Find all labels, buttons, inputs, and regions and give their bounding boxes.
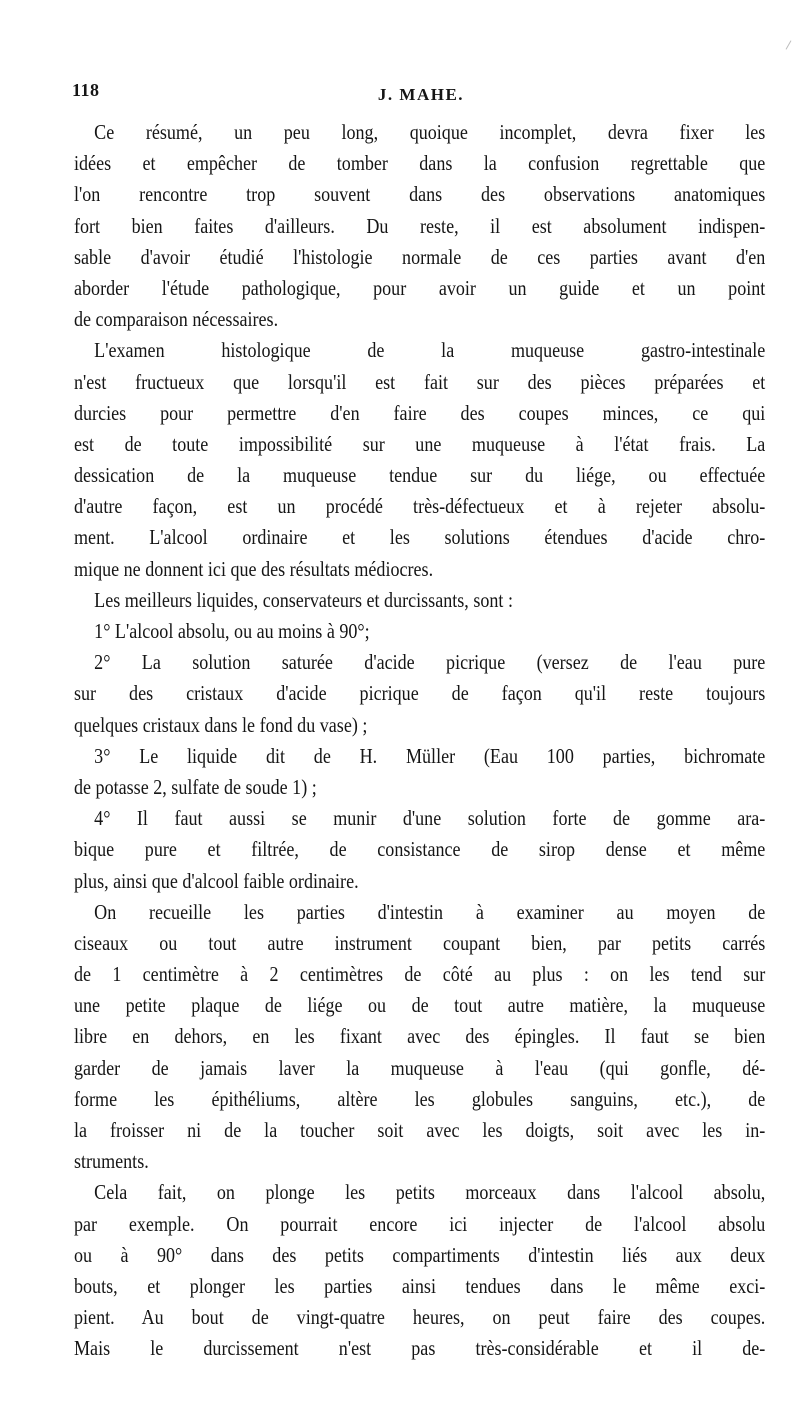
text-line: durcies pour permettre d'en faire des coupes minces, ce qui [74,400,766,425]
text-line: 2° La solution saturée d'acide picrique (versez de l'eau pure [94,650,766,675]
text-line: garder de jamais laver la muqueuse à l'eau (qui gonfle, dé- [74,1055,766,1080]
text-line: ment. L'alcool ordinaire et les solutions étendues d'acide chro- [74,525,766,550]
text-line: On recueille les parties d'intestin à examiner au moyen de [94,899,766,924]
text-line: aborder l'étude pathologique, pour avoir un guide et un point [74,275,766,300]
text-line: l'on rencontre trop souvent dans des observations anatomiques [74,182,766,207]
text-line: L'examen histologique de la muqueuse gastro-intestinale [94,338,766,363]
page-header [72,80,770,108]
text-line: sable d'avoir étudié l'histologie normale de ces parties avant d'en [74,244,766,269]
text-line: forme les épithéliums, altère les globules sanguins, etc.), de [74,1086,766,1111]
text-line: libre en dehors, en les fixant avec des épingles. Il faut se bien [74,1024,766,1049]
text-line: la froisser ni de la toucher soit avec les doigts, soit avec les in- [74,1118,766,1142]
text-line: d'autre façon, est un procédé très-défectueux et à rejeter absolu- [74,494,766,519]
text-line: 3° Le liquide dit de H. Müller (Eau 100 parties, bichromate [94,743,766,768]
text-line: fort bien faites d'ailleurs. Du reste, il est absolument indispen- [74,213,766,238]
text-line: Mais le durcissement n'est pas très-considérable et il de- [74,1336,766,1361]
text-line: sur des cristaux d'acide picrique de façon qu'il reste toujours [74,681,766,706]
text-line: dessication de la muqueuse tendue sur du liége, ou effectuée [74,463,766,488]
text-line: de 1 centimètre à 2 centimètres de côté au plus : on les tend sur [74,962,766,987]
text-line: mique ne donnent ici que des résultats médiocres. [74,556,434,581]
text-line: ou à 90° dans des petits compartiments d'intestin liés aux deux [74,1242,766,1267]
text-line: bouts, et plonger les parties ainsi tendues dans le même exci- [74,1273,766,1298]
text-line: bique pure et filtrée, de consistance de sirop dense et même [74,837,766,862]
body-text [74,117,766,1365]
text-line: ciseaux ou tout autre instrument coupant bien, par petits carrés [74,930,766,955]
text-line: plus, ainsi que d'alcool faible ordinaire. [74,868,359,893]
text-line: 4° Il faut aussi se munir d'une solution forte de gomme ara- [94,806,766,831]
running-head: J. MAHE. [377,85,465,104]
text-line: n'est fructueux que lorsqu'il est fait sur des pièces préparées et [74,369,766,394]
text-line: est de toute impossibilité sur une muqueuse à l'état frais. La [74,431,766,456]
text-line: Ce résumé, un peu long, quoique incomplet, devra fixer les [94,120,766,144]
text-line: une petite plaque de liége ou de tout autre matière, la muqueuse [74,993,766,1018]
text-line: par exemple. On pourrait encore ici injecter de l'alcool absolu [74,1211,766,1236]
text-line: 1° L'alcool absolu, ou au moins à 90°; [94,619,370,643]
text-line: idées et empêcher de tomber dans la confusion regrettable que [74,151,766,176]
text-line: quelques cristaux dans le fond du vase) ; [74,712,368,737]
text-line: Les meilleurs liquides, conservateurs et durcissants, sont : [94,587,513,612]
text-line: struments. [74,1149,149,1174]
text-line: de comparaison nécessaires. [74,307,279,332]
text-line: de potasse 2, sulfate de soude 1) ; [74,774,317,799]
page-edge-mark [786,40,792,49]
text-line: Cela fait, on plonge les petits morceaux dans l'alcool absolu, [94,1180,766,1205]
text-line: pient. Au bout de vingt-quatre heures, on peut faire des coupes. [74,1305,766,1330]
page-number: 118 [72,80,100,100]
